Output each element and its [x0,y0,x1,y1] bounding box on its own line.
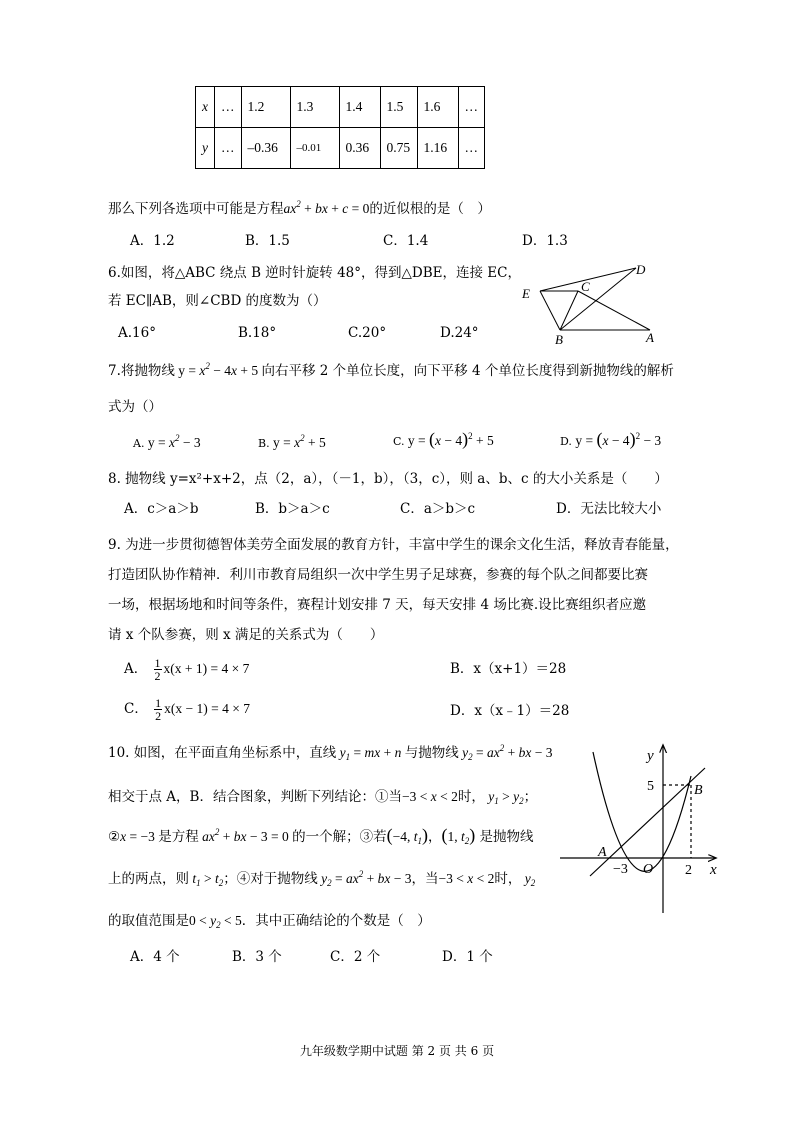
label-c: C [581,279,590,294]
q9-option-b: B．x（x+1）＝28 [450,661,567,677]
q10-line2-mid: 时， [457,789,485,805]
table-cell: … [458,128,485,169]
y-axis-label: y [647,748,654,764]
q7-option-c-letter: C. [393,435,405,448]
q10-option-c: C．2 个 [330,949,381,965]
table-cell: … [215,87,242,128]
q7-option-d: D. $y = (x - 4)^2 - 3$ [560,429,662,449]
q10-line1-mid: 与抛物线 [404,745,459,761]
q10-graph-figure [555,738,730,918]
q9-option-a-expr: x(x + 1) = 4 × 7 [163,661,250,676]
tick-label-neg3: −3 [613,862,628,877]
q7-option-a: A. $y = x^2 - 3$ [133,433,201,450]
q10-line5: 的取值范围是$0 < y_2 < 5$．其中正确结论的个数是（ ） [108,913,431,930]
q5-option-c: C．1.4 [383,233,429,249]
point-b-label: B [694,783,703,798]
value-table [195,86,485,169]
q9-option-a [124,654,249,684]
q5-option-d: D．1.3 [522,233,568,249]
page-footer: 九年级数学期中试题 第 2 页 共 6 页 [299,1044,495,1058]
table-cell: 1.2 [241,87,290,128]
q9-line1: 9. 为进一步贯彻德智体美劳全面发展的教育方针，丰富中学生的课余文化生活，释放青春能量， [108,537,679,553]
table-cell: 0.36 [339,128,380,169]
q7-option-c: C. $y = (x - 4)^2 + 5$ [393,429,494,449]
q10-option-b: B．3 个 [232,949,282,965]
table-cell: 1.3 [290,87,339,128]
table-header-x: x [196,87,215,128]
q10-option-a: A．4 个 [130,949,180,965]
q6-option-a: A.16° [118,325,156,341]
q9-option-a-letter: A． [124,661,148,677]
q10-line4-end: 时， [494,871,522,887]
label-d: D [636,262,646,277]
table-cell: –0.36 [241,128,290,169]
q6-line1: 6.如图，将△ABC 绕点 B 逆时针旋转 48°，得到△DBE，连接 EC， [108,265,521,281]
q8-stem: 8. 抛物线 y=x²+x+2，点（2，a），（－1，b），（3，c），则 a、b、c 的大小关系是（ ） [108,471,668,487]
q6-option-c: C.20° [348,325,387,341]
q10-option-d: D．1 个 [442,949,493,965]
q7-option-b-letter: B. [258,437,270,450]
q10-line5-prefix: 的取值范围是 [108,913,189,929]
q10-line1: 10. 如图，在平面直角坐标系中，直线 $y_1$ = mx + n 与抛物线 $y_2 = ax^2$ + bx − 3 [108,743,553,762]
q8-option-d: D．无法比较大小 [556,501,662,517]
q9-option-c [124,694,250,724]
q5-stem-suffix: 的近似根的是（ ） [369,201,491,217]
q8-option-c: C．a＞b＞c [400,501,476,517]
q7-option-b: B. $y = x^2 + 5$ [258,433,326,450]
point-a-label: A [598,845,607,860]
table-cell: 1.4 [339,87,380,128]
q9-line3: 一场，根据场地和时间等条件，赛程计划安排 7 天，每天安排 4 场比赛.设比赛组织者应邀 [108,597,647,613]
q10-line3-c: 的一个解；③若 [292,829,387,845]
q10-line3: ②x = −3 是方程 $ax^2$ + bx − 3 = 0 的一个解；③若(−4, $t_1$)，(1, $t_2$) 是抛物线 [108,825,534,846]
q7-line1-suffix: 向右平移 2 个单位长度，向下平移 4 个单位长度得到新抛物线的解析 [261,363,674,379]
q8-option-b: B．b＞a＞c [255,501,330,517]
table-cell: 0.75 [380,128,417,169]
tick-label-2: 2 [685,863,692,878]
table-cell: … [458,87,485,128]
q10-line4-prefix: 上的两点，则 [108,871,189,887]
q6-line2: 若 EC∥AB，则∠CBD 的度数为（） [108,293,327,309]
q5-option-b: B．1.5 [245,233,290,249]
q7-line1: 7.将抛物线 $y = x^2 - 4x + 5$ 向右平移 2 个单位长度，向下平移 4 个单位长度得到新抛物线的解析 [108,361,674,379]
fraction-num: 1 [155,696,162,710]
q7-line1-prefix: 7.将抛物线 [108,363,175,379]
q9-option-d: D．x（x﹣1）＝28 [450,703,570,719]
tick-label-5: 5 [647,779,654,794]
q5-stem: 那么下列各选项中可能是方程$ax^2$ + bx + c = 0的近似根的是（ ） [108,199,491,217]
q7-option-a-letter: A. [133,437,145,450]
label-e: E [522,286,530,301]
label-a: A [646,330,654,345]
table-cell: 1.5 [380,87,417,128]
q5-option-a: A．1.2 [130,233,175,249]
q9-line2: 打造团队协作精神．利川市教育局组织一次中学生男子足球赛，参赛的每个队之间都要比赛 [108,567,648,583]
table-cell: 1.16 [417,128,458,169]
q9-option-c-expr: x(x − 1) = 4 × 7 [164,701,250,716]
table-row [196,87,485,128]
q9-line4: 请 x 个队参赛，则 x 满足的关系式为（ ） [108,627,384,643]
q10-line3-a: ② [108,829,121,845]
q10-line4: 上的两点，则 $t_1 > t_2$；④对于抛物线 $y_2 = ax^2$ + bx − 3，当−3 < x < 2时， $y_2$ [108,869,536,888]
x-axis-label: x [710,862,717,878]
fraction-den: 2 [155,709,162,723]
table-cell: –0.01 [290,128,339,169]
q5-stem-prefix: 那么下列各选项中可能是方程 [108,201,284,217]
table-cell: … [215,128,242,169]
q10-line4-suffix: ，当 [411,871,439,887]
q7-line2: 式为（） [108,399,162,415]
q7-option-d-letter: D. [560,435,572,448]
fraction-num: 1 [154,656,161,670]
q8-option-a: A．c＞a＞b [124,501,199,517]
q6-option-b: B.18° [238,325,277,341]
table-cell: 1.6 [417,87,458,128]
q10-line3-b: 是方程 [158,829,199,845]
origin-label: O [643,862,654,877]
q6-triangle-figure [518,258,668,348]
q10-line1-prefix: 10. 如图，在平面直角坐标系中，直线 [108,745,337,761]
fraction-den: 2 [154,669,161,683]
q10-line2-prefix: 相交于点 A，B．结合图象，判断下列结论：①当 [108,789,402,805]
q10-line4-mid: ；④对于抛物线 [223,871,318,887]
table-row [196,128,485,169]
fraction [154,697,162,722]
parabola [593,752,691,871]
q6-option-d: D.24° [440,325,479,341]
q10-line3-d: 是抛物线 [479,829,534,845]
label-b: B [555,332,563,347]
table-header-y: y [196,128,215,169]
q10-line5-suffix: ．其中正确结论的个数是（ ） [241,913,431,929]
fraction [154,657,162,682]
q9-option-c-letter: C． [124,701,148,717]
q10-line2: 相交于点 A，B．结合图象，判断下列结论：①当−3 < x < 2时， $y_1 > y_2$； [108,789,538,806]
